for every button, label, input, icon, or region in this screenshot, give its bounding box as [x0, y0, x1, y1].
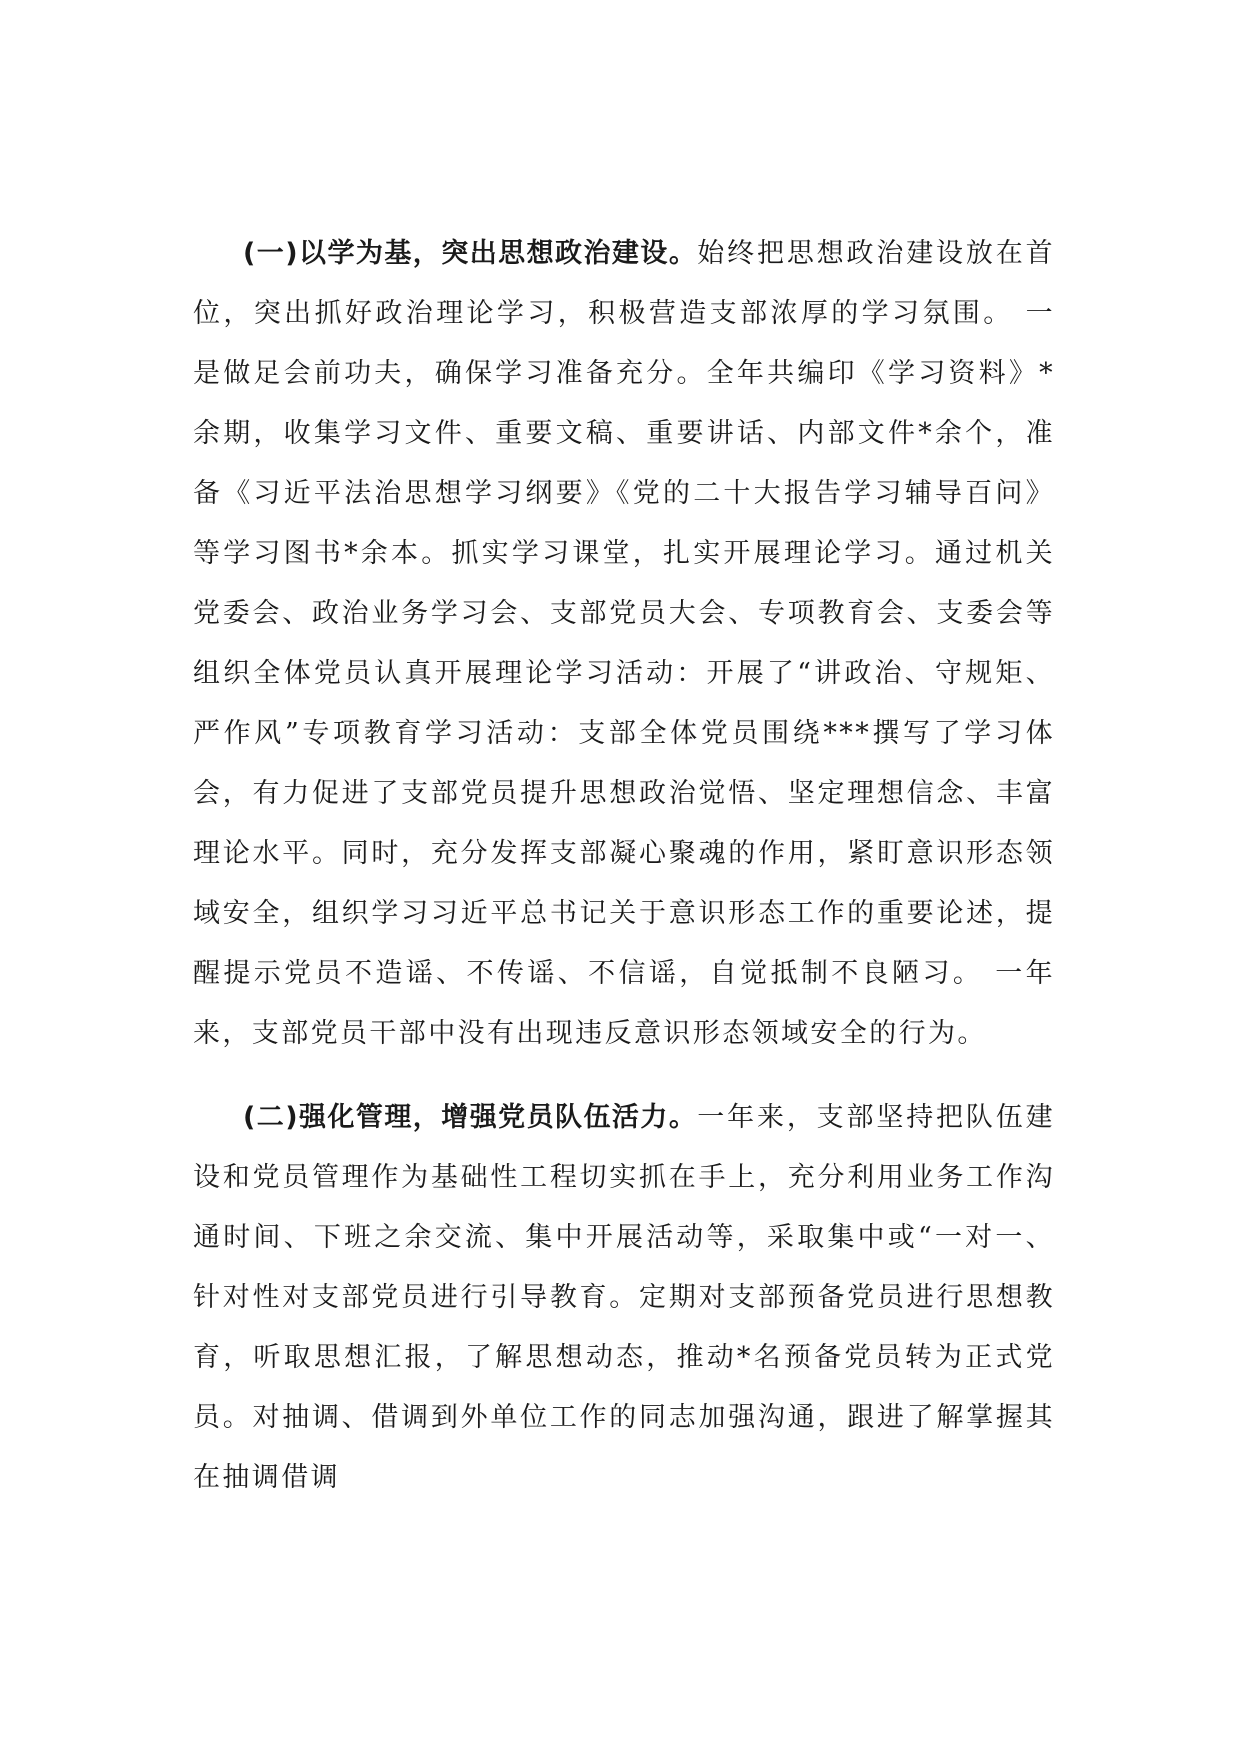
section-heading: (一)以学为基，突出思想政治建设。	[243, 238, 698, 269]
section-body: 始终把思想政治建设放在首位，突出抓好政治理论学习，积极营造支部浓厚的学习氛围。 一是做足会前功夫，确保学习准备充分。全年共编印《学习资料》*余期，收集学习文件、重要文稿、重要讲话、内部文件*余个，准备《习近平法治思想学习纲要》《党的二十大报告学习辅导百问》等学习图书*余本。抓实学习课堂，扎实开展理论学习。通过机关党委会、政治业务学习会、支部党员大会、专项教育会、支委会等组织全体党员认真开展理论学习活动：开展了“讲政治、守规矩、严作风”专项教育学习活动：支部全体党员围绕***撰写了学习体会，有力促进了支部党员提升思想政治觉悟、坚定理想信念、丰富理论水平。同时，充分发挥支部凝心聚魂的作用，紧盯意识形态领域安全，组织学习习近平总书记关于意识形态工作的重要论述，提醒提示党员不造谣、不传谣、不信谣，自觉抵制不良陋习。 一年来，支部党员干部中没有出现违反意识形态领域安全的行为。	[193, 238, 1055, 1049]
section-heading: (二)强化管理，增强党员队伍活力。	[243, 1102, 698, 1133]
section-team-management	[193, 1088, 1055, 1508]
section-body: 一年来，支部坚持把队伍建设和党员管理作为基础性工程切实抓在手上，充分利用业务工作沟通时间、下班之余交流、集中开展活动等，采取集中或“一对一、针对性对支部党员进行引导教育。定期对支部预备党员进行思想教育，听取思想汇报，了解思想动态，推动*名预备党员转为正式党员。对抽调、借调到外单位工作的同志加强沟通，跟进了解掌握其在抽调借调	[193, 1102, 1055, 1493]
section-ideological-building	[193, 224, 1055, 1064]
